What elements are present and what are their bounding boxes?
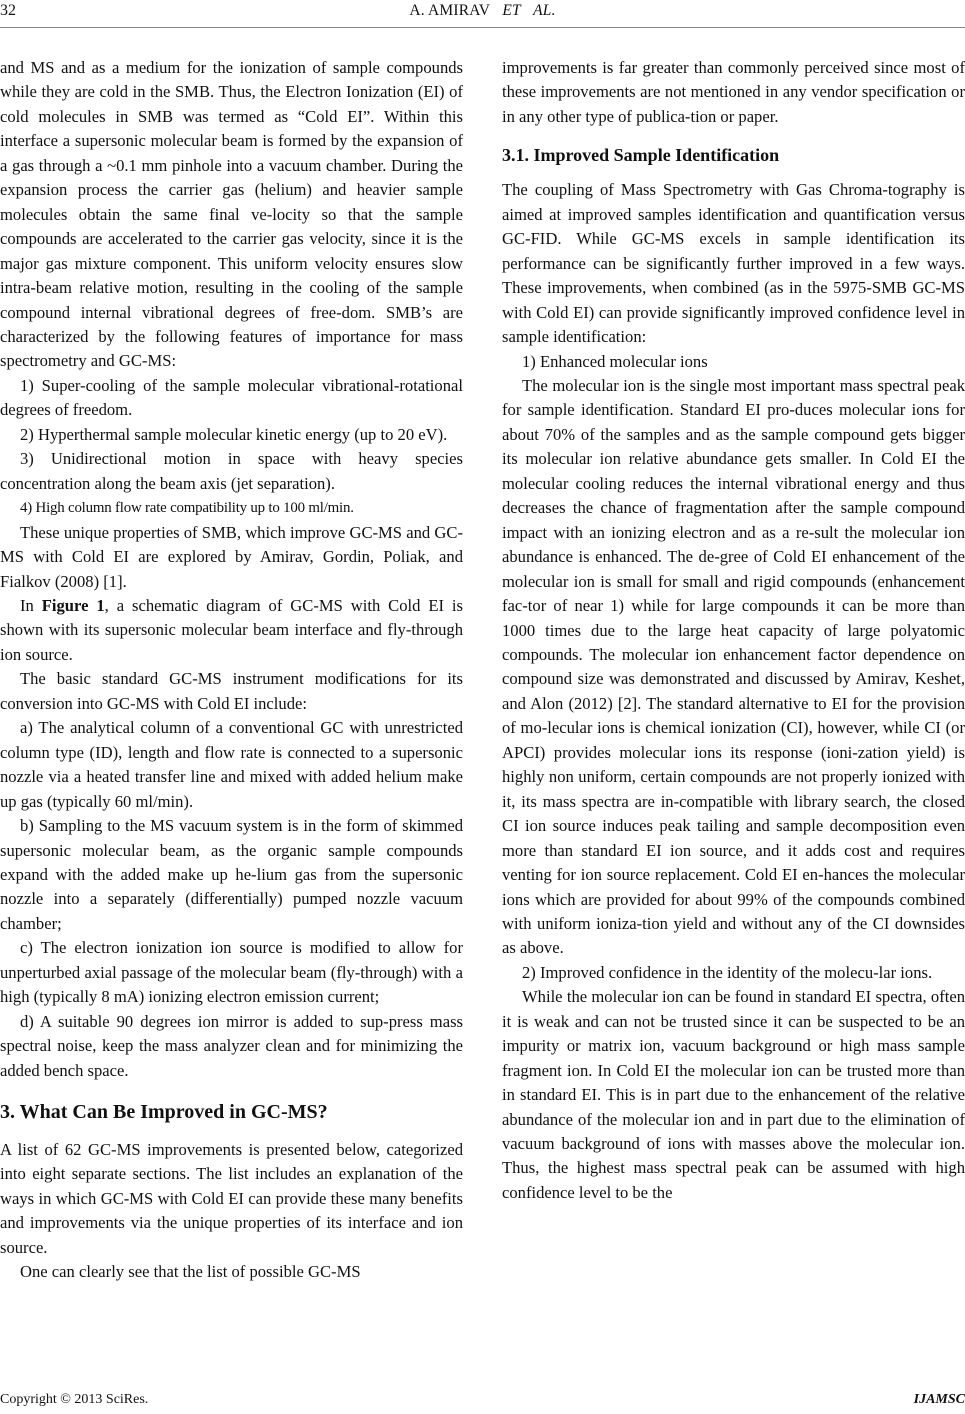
running-head-authors: A. AMIRAV: [409, 2, 491, 19]
page-number: 32: [0, 2, 16, 19]
list-item: a) The analytical column of a conventional GC with unrestricted column type (ID), length and flow rate is connected to a supersonic nozzle via a heated transfer line and mixed with added helium make up gas (typically 60 ml/min).: [0, 718, 463, 811]
section-heading: 3. What Can Be Improved in GC-MS?: [0, 1101, 328, 1124]
subsection-heading: 3.1. Improved Sample Identification: [502, 145, 780, 166]
list-item: 1) Enhanced molecular ions: [522, 351, 708, 371]
paragraph: The coupling of Mass Spectrometry with Gas Chroma-tography is aimed at improved samples identification and quantification versus GC-FID. While GC-MS excels in sample identification its performance can be significantly further improved in a few ways. These improvements, when combined (as in the 5975-SMB GC-MS with Cold EI) can provide significantly improved confidence level in sample identification:: [502, 180, 965, 347]
list-item: c) The electron ionization ion source is modified to allow for unperturbed axial passage of the molecular beam (fly-through) with a high (typically 8 mA) ionizing electron emission current;: [0, 938, 463, 1007]
list-item: 2) Hyperthermal sample molecular kinetic energy (up to 20 eV).: [20, 424, 448, 444]
paragraph: A list of 62 GC-MS improvements is presented below, categorized into eight separate sections. The list includes an explanation of the ways in which GC-MS with Cold EI can provide these many benefits and improvements via the unique properties of its interface and ion source.: [0, 1140, 463, 1257]
list-item: 1) Super-cooling of the sample molecular vibrational-rotational degrees of freedom.: [0, 375, 463, 420]
running-head-et: ET: [502, 2, 521, 19]
journal-abbrev: IJAMSC: [913, 1392, 965, 1407]
right-column: [502, 56, 965, 1205]
paragraph: The basic standard GC-MS instrument modifications for its conversion into GC-MS with Cold EI include:: [0, 669, 463, 713]
paragraph: improvements is far greater than commonly perceived since most of these improvements are not mentioned in any vendor specification or in any other type of publica-tion or paper.: [502, 58, 965, 126]
header-rule: [0, 27, 965, 28]
paragraph: One can clearly see that the list of possible GC-MS: [20, 1262, 361, 1282]
copyright-notice: Copyright © 2013 SciRes.: [0, 1392, 149, 1407]
list-item: 4) High column flow rate compatibility up to 100 ml/min.: [20, 500, 354, 517]
running-head: [0, 2, 965, 20]
figure-reference[interactable]: Figure 1: [41, 595, 105, 615]
running-head-al: AL.: [533, 2, 556, 19]
list-item: 2) Improved confidence in the identity of the molecu-lar ions.: [522, 962, 933, 982]
paragraph: and MS and as a medium for the ionization of sample compounds while they are cold in the SMB. Thus, the Electron Ionization (EI) of cold molecules in SMB was termed as “Cold EI”. Within this interface a supersonic molecular beam is formed by the expansion of a gas through a ~0.1 mm pinhole into a vacuum chamber. During the expansion process the carrier gas (helium) and heavier sample molecules obtain the same final ve-locity so that the sample compounds are accelerated to the carrier gas velocity, since it is the major gas mixture component. This uniform velocity ensures slow intra-beam relative motion, resulting in the cooling of the sample compound internal vibrational degrees of free-dom. SMB’s are characterized by the following features of importance for mass spectrometry and GC-MS:: [0, 58, 463, 371]
paragraph: These unique properties of SMB, which improve GC-MS and GC-MS with Cold EI are explored by Amirav, Gordin, Poliak, and Fialkov (2008) [1].: [0, 522, 463, 591]
list-item: b) Sampling to the MS vacuum system is in the form of skimmed supersonic molecular beam, as the organic sample compounds expand with the added make up he-lium gas from the supersonic nozzle into a separately (differentially) pumped nozzle vacuum chamber;: [0, 816, 463, 933]
paragraph: [0, 594, 463, 667]
text-span: In: [20, 595, 42, 615]
paragraph: While the molecular ion can be found in standard EI spectra, often it is weak and can not be trusted since it can be suspected to be an impurity or matrix ion, vacuum background or high mass sample fragment ion. In Cold EI the molecular ion can be trusted more than in standard EI. This is in part due to the enhancement of the relative abundance of the molecular ion and in part due to the elimination of vacuum background of ions with masses above the molecular ion. Thus, the highest mass spectral peak can be assumed with high confidence level to be the: [502, 987, 965, 1202]
list-item: 3) Unidirectional motion in space with heavy species concentration along the beam axis (jet separation).: [0, 449, 463, 493]
paragraph: The molecular ion is the single most important mass spectral peak for sample identification. Standard EI pro-duces molecular ions for about 70% of the samples and as the sample compound gets bigger its molecular ion relative abundance gets smaller. In Cold EI the molecular cooling reduces the internal vibrational energy and thus decreases the chance of fragmentation after the sample compound impact with an ionizing electron and as a re-sult the molecular ion abundance is enhanced. The de-gree of Cold EI enhancement of the molecular ion is small for small and rigid compounds (enhancement fac-tor of near 1) while for large compounds it can be more than 1000 times due to the large heat capacity of large polyatomic compounds. The molecular ion enhancement factor dependence on compound size was demonstrated and discussed by Amirav, Keshet, and Alon (2012) [2]. The standard alternative to EI for the provision of mo-lecular ions is chemical ionization (CI), however, while CI (or APCI) provides molecular ions its response (ioni-zation yield) is highly non uniform, certain compounds are not properly ionized with it, its mass spectra are in-compatible with library search, the closed CI ion source induces peak tailing and sample decomposition even more than standard EI ion source, and it adds cost and requires venting for ion source replacement. Cold EI en-hances the molecular ions which are provided for about 99% of the compounds combined with uniform ioniza-tion yield and without any of the CI downsides as above.: [502, 375, 965, 958]
list-item: d) A suitable 90 degrees ion mirror is added to sup-press mass spectral noise, keep the mass analyzer clean and for minimizing the added bench space.: [0, 1011, 463, 1080]
left-column: [0, 56, 463, 1285]
text-span: , a schematic diagram of GC-MS with Cold EI is shown with its supersonic molecular beam interface and fly-through ion source.: [0, 595, 463, 664]
page-header: [0, 0, 965, 30]
